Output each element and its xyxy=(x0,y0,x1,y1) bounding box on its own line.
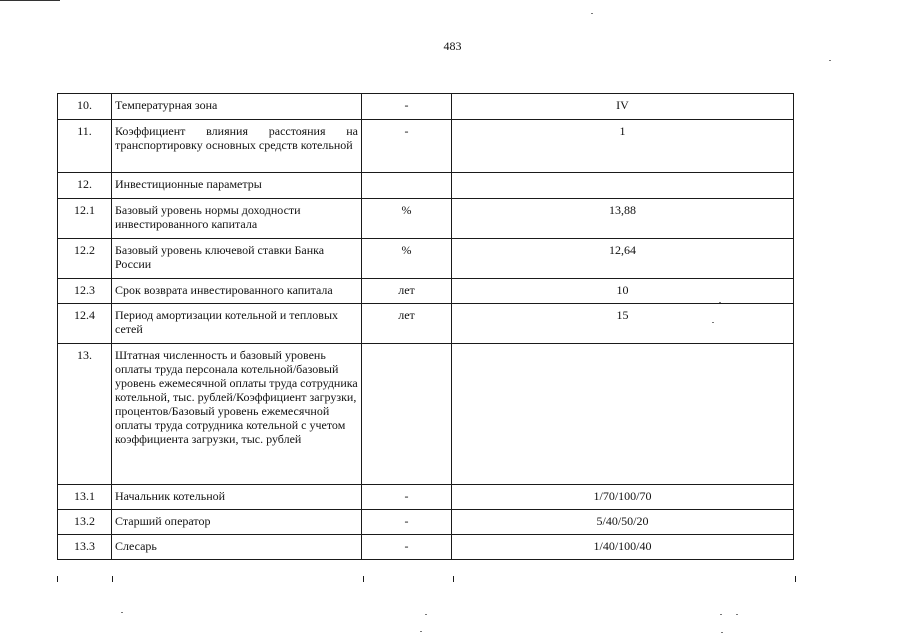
scan-speck xyxy=(712,322,714,323)
row-number: 13.2 xyxy=(58,510,112,535)
scan-speck xyxy=(719,302,721,303)
unit-cell: лет xyxy=(362,279,452,304)
table-row xyxy=(58,94,794,120)
value-cell: 1/70/100/70 xyxy=(452,485,794,510)
unit-cell: - xyxy=(362,94,452,120)
unit-cell: лет xyxy=(362,304,452,344)
scan-speck xyxy=(720,614,722,615)
parameter-name: Период амортизации котельной и тепловых сетей xyxy=(112,304,362,344)
unit-cell: - xyxy=(362,535,452,560)
row-number: 13. xyxy=(58,344,112,485)
scan-speck xyxy=(121,612,123,613)
unit-cell: - xyxy=(362,485,452,510)
value-cell: 1 xyxy=(452,120,794,173)
table-row xyxy=(58,199,794,239)
table-row xyxy=(58,173,794,199)
row-number: 13.3 xyxy=(58,535,112,560)
page-number: 483 xyxy=(443,39,462,53)
scan-speck xyxy=(591,13,593,14)
parameter-name: Инвестиционные параметры xyxy=(112,173,362,199)
row-number: 10. xyxy=(58,94,112,120)
row-number: 13.1 xyxy=(58,485,112,510)
value-cell xyxy=(452,173,794,199)
parameters-table xyxy=(57,93,794,560)
unit-cell: % xyxy=(362,239,452,279)
scan-speck xyxy=(736,614,738,615)
parameter-name: Коэффициент влияния расстояния на транспортировку основных средств котельной xyxy=(112,120,362,173)
parameter-name: Слесарь xyxy=(112,535,362,560)
table-row xyxy=(58,535,794,560)
table-row xyxy=(58,279,794,304)
row-number: 12.3 xyxy=(58,279,112,304)
table-row xyxy=(58,344,794,485)
parameter-name: Старший оператор xyxy=(112,510,362,535)
row-number: 11. xyxy=(58,120,112,173)
scan-speck xyxy=(425,614,427,615)
table-row xyxy=(58,510,794,535)
table-row xyxy=(58,120,794,173)
table-continuation-stub xyxy=(57,576,796,582)
scan-speck xyxy=(721,632,723,633)
parameter-name: Начальник котельной xyxy=(112,485,362,510)
unit-cell: - xyxy=(362,120,452,173)
column-divider xyxy=(453,576,454,582)
parameter-name: Базовый уровень ключевой ставки Банка России xyxy=(112,239,362,279)
parameter-name: Температурная зона xyxy=(112,94,362,120)
column-divider xyxy=(112,576,113,582)
row-number: 12. xyxy=(58,173,112,199)
parameter-name: Срок возврата инвестированного капитала xyxy=(112,279,362,304)
scan-speck xyxy=(829,60,831,61)
unit-cell: % xyxy=(362,199,452,239)
column-divider xyxy=(363,576,364,582)
row-number: 12.4 xyxy=(58,304,112,344)
table-row xyxy=(58,485,794,510)
unit-cell: - xyxy=(362,510,452,535)
value-cell: 13,88 xyxy=(452,199,794,239)
value-cell: 1/40/100/40 xyxy=(452,535,794,560)
value-cell xyxy=(452,344,794,485)
table-row xyxy=(58,304,794,344)
table-row xyxy=(58,239,794,279)
value-cell: 5/40/50/20 xyxy=(452,510,794,535)
value-cell: 10 xyxy=(452,279,794,304)
top-edge-rule xyxy=(0,0,60,1)
unit-cell xyxy=(362,344,452,485)
value-cell: IV xyxy=(452,94,794,120)
value-cell: 15 xyxy=(452,304,794,344)
unit-cell xyxy=(362,173,452,199)
value-cell: 12,64 xyxy=(452,239,794,279)
row-number: 12.2 xyxy=(58,239,112,279)
scan-speck xyxy=(420,631,422,632)
row-number: 12.1 xyxy=(58,199,112,239)
parameter-name: Базовый уровень нормы доходности инвестированного капитала xyxy=(112,199,362,239)
parameter-name: Штатная численность и базовый уровень оплаты труда персонала котельной/базовый уровень ежемесячной оплаты труда сотрудника котельной, тыс. рублей/Коэффициент загрузки, процентов/Базовый уровень ежемесячной оплаты труда сотрудника котельной с учетом коэффициента загрузки, тыс. рублей xyxy=(112,344,362,485)
